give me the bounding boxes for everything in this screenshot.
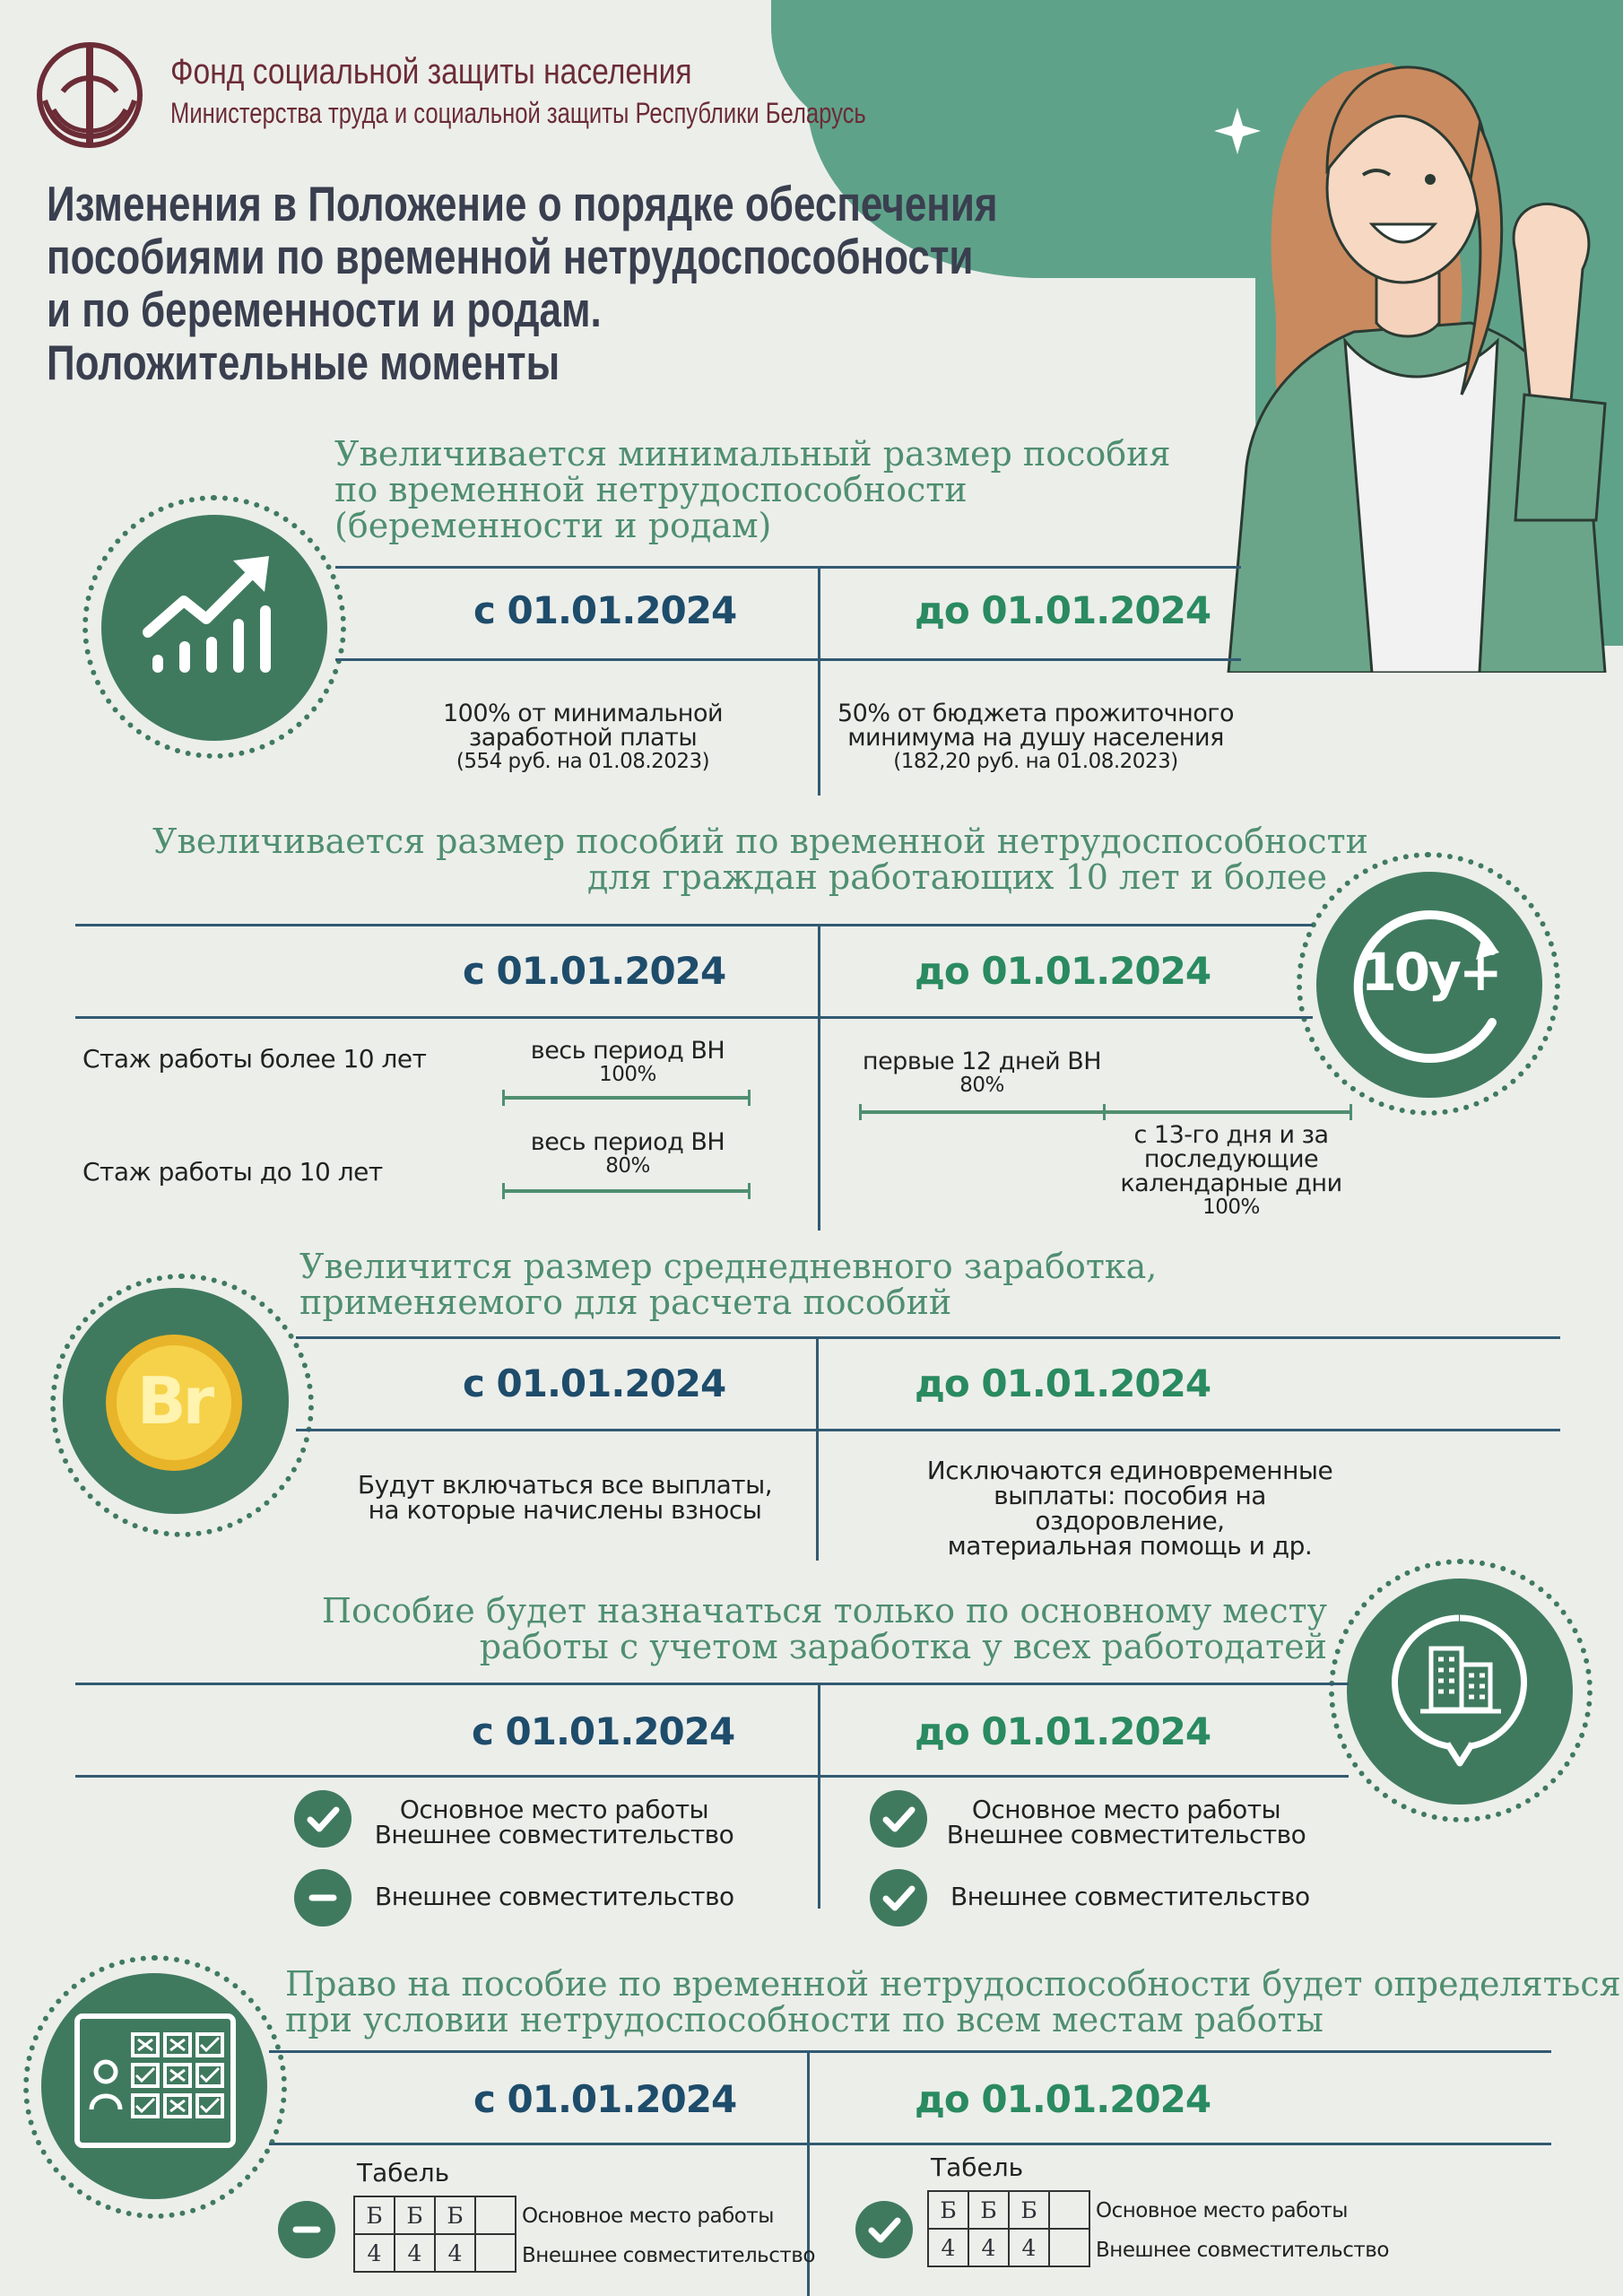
timesheet-cell: 4 bbox=[354, 2234, 395, 2272]
text-line: на которые начислены взносы bbox=[368, 1495, 762, 1525]
until-item1-text bbox=[938, 1797, 1315, 1848]
title-line: и по беременности и родам. bbox=[47, 282, 602, 337]
check-icon bbox=[870, 1869, 927, 1926]
text-line: 50% от бюджета прожиточного bbox=[837, 700, 1235, 727]
section3-until-date: до 01.01.2024 bbox=[915, 1361, 1211, 1405]
text-line: весь период ВН bbox=[530, 1037, 725, 1065]
main-job-label: Основное место работы bbox=[1096, 2199, 1348, 2222]
section4-title bbox=[269, 1593, 1327, 1665]
timesheet-cell-empty bbox=[1049, 2229, 1089, 2266]
section3-top-line bbox=[296, 1336, 1560, 1339]
text-line: первые 12 дней ВН bbox=[862, 1048, 1102, 1075]
timesheet-cell: 4 bbox=[968, 2229, 1009, 2266]
timesheet-cell: Б bbox=[354, 2196, 395, 2234]
timesheet-cell: 4 bbox=[1009, 2229, 1049, 2266]
check-icon bbox=[870, 1790, 927, 1848]
section4-until-date: до 01.01.2024 bbox=[915, 1709, 1211, 1753]
section1-top-line bbox=[335, 566, 1241, 569]
timesheet-cell: Б bbox=[928, 2191, 968, 2229]
timesheet-cell: Б bbox=[395, 2196, 435, 2234]
timesheet-cell-empty bbox=[1049, 2191, 1089, 2229]
timesheet-cell-empty bbox=[475, 2234, 516, 2272]
section3-title-line: применяемого для расчета пособий bbox=[299, 1283, 952, 1322]
growth-chart-icon bbox=[135, 538, 296, 682]
row2-label: Стаж работы до 10 лет bbox=[82, 1157, 383, 1187]
title-line: Положительные моменты bbox=[47, 335, 560, 390]
woman-winking-illustration-icon bbox=[1211, 18, 1623, 673]
section1-mid-line bbox=[335, 658, 1241, 661]
until-duration-bar bbox=[859, 1110, 1352, 1114]
check-icon bbox=[294, 1790, 352, 1848]
section2-title-line: Увеличивается размер пособий по временной нетрудоспособности bbox=[152, 822, 1368, 861]
row1-period bbox=[502, 1039, 753, 1087]
text-line: (182,20 руб. на 01.08.2023) bbox=[893, 750, 1178, 773]
timesheet-cell: Б bbox=[435, 2196, 475, 2234]
title-line: пособиями по временной нетрудоспособности bbox=[47, 229, 974, 284]
section5-title-line: Право на пособие по временной нетрудоспособности будет определяться bbox=[285, 1964, 1621, 2004]
section4-mid-line bbox=[75, 1775, 1349, 1778]
tabel-label: Табель bbox=[357, 2158, 450, 2187]
section1-from-text bbox=[395, 701, 771, 774]
row1-duration-bar bbox=[502, 1096, 751, 1100]
text-line: Исключаются единовременные bbox=[926, 1456, 1333, 1485]
page-title bbox=[47, 178, 998, 389]
from-item1-text bbox=[366, 1797, 742, 1848]
section3-title-line: Увеличится размер среднедневного заработка, bbox=[299, 1247, 1158, 1286]
section4-divider bbox=[818, 1683, 820, 1909]
tabel-label: Табель bbox=[931, 2152, 1024, 2182]
section2-divider bbox=[818, 924, 820, 1231]
timesheet-cell-empty bbox=[475, 2196, 516, 2234]
check-icon bbox=[855, 2201, 913, 2258]
section1-title-line: Увеличивается минимальный размер пособия bbox=[334, 434, 1171, 474]
section5-title-line: при условии нетрудоспособности по всем местам работы bbox=[285, 2000, 1324, 2039]
until-bar-split-tick bbox=[1103, 1104, 1106, 1120]
minus-icon bbox=[278, 2201, 335, 2258]
section1-title-line: по временной нетрудоспособности bbox=[334, 470, 968, 509]
row2-duration-bar bbox=[502, 1189, 751, 1193]
section3-from-text bbox=[323, 1470, 807, 1525]
timesheet-table bbox=[927, 2190, 1090, 2267]
section1-until-text bbox=[834, 701, 1237, 774]
section1-title bbox=[334, 436, 1170, 544]
text-line: материальная помощь и др. bbox=[947, 1531, 1313, 1561]
text-line: весь период ВН bbox=[530, 1128, 725, 1156]
section5-until-date: до 01.01.2024 bbox=[915, 2077, 1211, 2121]
section1-from-date: с 01.01.2024 bbox=[473, 588, 737, 632]
ext-job-label: Внешнее совместительство bbox=[522, 2244, 815, 2267]
text-line: Будут включаться все выплаты, bbox=[357, 1470, 773, 1500]
section1-title-line: (беременности и родам) bbox=[334, 506, 772, 545]
section2-title-line: для граждан работающих 10 лет и более bbox=[587, 857, 1327, 897]
text-line: 100% bbox=[599, 1063, 656, 1086]
text-line: минимума на душу населения bbox=[847, 724, 1224, 752]
row1-label: Стаж работы более 10 лет bbox=[82, 1044, 427, 1074]
text-line: с 13-го дня и за bbox=[1133, 1121, 1329, 1149]
section3-from-date: с 01.01.2024 bbox=[463, 1361, 726, 1405]
section5-mid-line bbox=[269, 2143, 1551, 2145]
text-line: Основное место работы bbox=[399, 1795, 709, 1824]
from-item2-text: Внешнее совместительство bbox=[375, 1882, 734, 1911]
timesheet-cell: Б bbox=[1009, 2191, 1049, 2229]
text-line: заработной платы bbox=[468, 724, 698, 752]
timesheet-table bbox=[353, 2196, 516, 2273]
text-line: 80% bbox=[959, 1074, 1004, 1097]
org-name: Фонд социальной защиты населения bbox=[170, 52, 692, 91]
timesheet-cell: Б bbox=[968, 2191, 1009, 2229]
section3-until-text bbox=[906, 1458, 1354, 1559]
timesheet-board-icon bbox=[70, 2009, 240, 2161]
text-line: Внешнее совместительство bbox=[946, 1820, 1306, 1849]
section3-divider bbox=[816, 1336, 819, 1561]
title-line: Изменения в Положение о порядке обеспечения bbox=[47, 176, 998, 231]
section2-until-date: до 01.01.2024 bbox=[915, 949, 1211, 993]
row2-period bbox=[502, 1130, 753, 1178]
section5-title bbox=[285, 1966, 1621, 2038]
text-line: выплаты: пособия на оздоровление, bbox=[994, 1481, 1266, 1535]
main-job-label: Основное место работы bbox=[522, 2205, 774, 2228]
section3-mid-line bbox=[296, 1429, 1560, 1431]
text-line: последующие bbox=[1143, 1145, 1319, 1173]
until-rest-period bbox=[1092, 1123, 1370, 1220]
section5-top-line bbox=[269, 2050, 1551, 2053]
section3-title bbox=[299, 1248, 1157, 1320]
section1-until-date: до 01.01.2024 bbox=[915, 588, 1211, 632]
section2-from-date: с 01.01.2024 bbox=[463, 949, 726, 993]
text-line: 80% bbox=[605, 1154, 650, 1178]
fszn-emblem-icon bbox=[27, 38, 152, 152]
timesheet-cell: 4 bbox=[928, 2229, 968, 2266]
10y-plus-label: 10y+ bbox=[1360, 942, 1500, 1003]
office-building-icon bbox=[1388, 1613, 1532, 1783]
section1-divider bbox=[818, 566, 820, 796]
ext-job-label: Внешнее совместительство bbox=[1096, 2239, 1389, 2262]
section4-title-line: работы с учетом заработка у всех работодатей bbox=[479, 1627, 1327, 1666]
timesheet-cell: 4 bbox=[435, 2234, 475, 2272]
text-line: 100% от минимальной bbox=[442, 700, 724, 727]
section2-title bbox=[152, 822, 1368, 897]
text-line: (554 руб. на 01.08.2023) bbox=[456, 750, 710, 773]
section5-from-date: с 01.01.2024 bbox=[473, 2077, 737, 2121]
minus-icon bbox=[294, 1869, 352, 1926]
text-line: 100% bbox=[1202, 1196, 1260, 1219]
section2-top-line bbox=[75, 924, 1313, 926]
text-line: Основное место работы bbox=[971, 1795, 1281, 1824]
section4-top-line bbox=[75, 1683, 1349, 1685]
text-line: Внешнее совместительство bbox=[374, 1820, 734, 1849]
section4-title-line: Пособие будет назначаться только по основному месту bbox=[321, 1591, 1327, 1631]
org-subname: Министерства труда и социальной защиты Республики Беларусь bbox=[170, 97, 866, 129]
section4-from-date: с 01.01.2024 bbox=[472, 1709, 735, 1753]
text-line: календарные дни bbox=[1120, 1170, 1342, 1197]
until-first-period bbox=[852, 1049, 1112, 1098]
timesheet-cell: 4 bbox=[395, 2234, 435, 2272]
until-item2-text: Внешнее совместительство bbox=[950, 1882, 1310, 1911]
section2-mid-line bbox=[75, 1016, 1313, 1019]
br-coin-label: Br bbox=[136, 1363, 212, 1439]
